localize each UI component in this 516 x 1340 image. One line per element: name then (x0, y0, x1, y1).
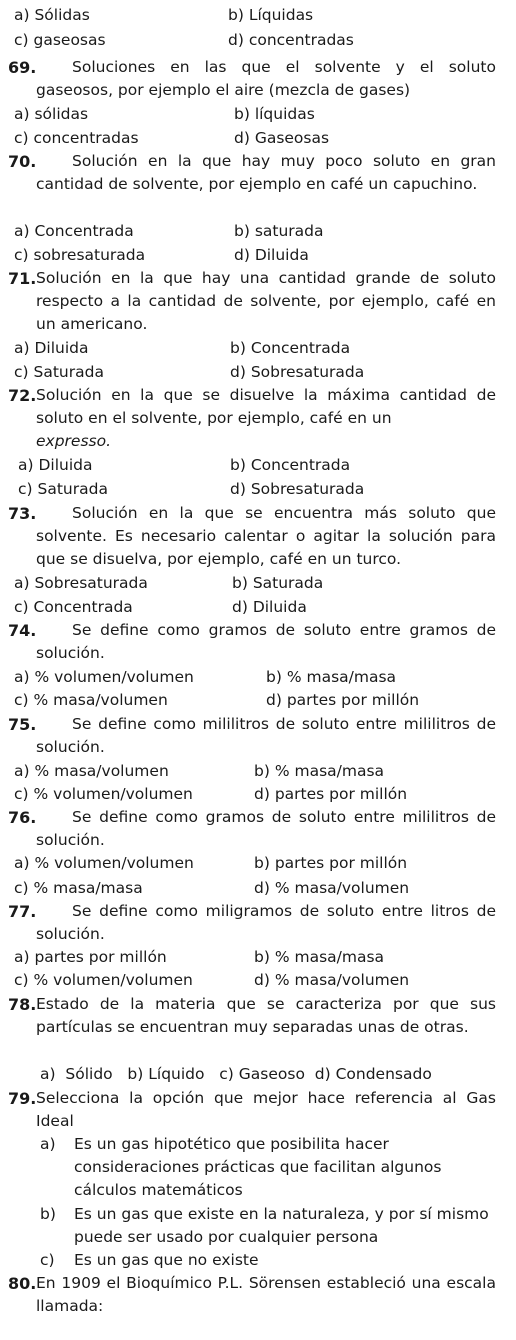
question-number: 75. (8, 715, 37, 734)
option-c: c) % masa/masa (14, 879, 143, 897)
option-c: c) sobresaturada (14, 246, 146, 264)
question-text: Se define como gramos de soluto entre gramos de solución. (36, 621, 496, 662)
option-b: b) % masa/masa (266, 668, 397, 686)
question-71 (0, 267, 496, 336)
options-line: a) Sólido b) Líquido c) Gaseoso d) Condensado (40, 1065, 432, 1083)
option-b: b) % masa/masa (254, 948, 385, 966)
question-number: 73. (8, 504, 37, 523)
question-number: 74. (8, 621, 37, 640)
option-c: c) % volumen/volumen (14, 785, 193, 803)
question-text: Solución en la que hay una cantidad grande de soluto respecto a la cantidad de solvente, por ejemplo, café en un americano. (36, 269, 496, 333)
option-b: b) Concentrada (230, 456, 351, 474)
question-number: 79. (8, 1089, 37, 1108)
option-d: d) partes por millón (266, 691, 420, 709)
option-d: d) Diluida (234, 246, 309, 264)
option-d: d) concentradas (228, 31, 354, 49)
option-b: b) partes por millón (254, 854, 408, 872)
option-b: b) Concentrada (230, 339, 351, 357)
option-d: d) Gaseosas (234, 129, 330, 147)
question-text: Solución en la que se disuelve la máxima cantidad de soluto en el solvente, por ejemplo, café en un (36, 386, 496, 427)
option-c: c) % masa/volumen (14, 691, 168, 709)
option-label: c) (40, 1251, 55, 1269)
option-d: d) % masa/volumen (254, 879, 410, 897)
question-number: 69. (8, 58, 37, 77)
question-76 (0, 806, 496, 852)
option-a: a) % volumen/volumen (14, 854, 194, 872)
option-b: b) líquidas (234, 105, 315, 123)
option-c: c) Saturada (18, 480, 108, 498)
option-c (0, 1249, 496, 1272)
question-text: Se define como gramos de soluto entre mililitros de solución. (36, 808, 496, 849)
option-c: c) gaseosas (14, 31, 106, 49)
option-d: d) % masa/volumen (254, 971, 410, 989)
question-number: 80. (8, 1274, 37, 1293)
option-a: a) Sólidas (14, 6, 90, 24)
option-a: a) Diluida (18, 456, 93, 474)
option-c: c) % volumen/volumen (14, 971, 193, 989)
question-69 (0, 56, 496, 102)
question-number: 71. (8, 269, 37, 288)
question-text: Solución en la que hay muy poco soluto en gran cantidad de solvente, por ejemplo en café un capuchino. (36, 152, 496, 193)
question-number: 78. (8, 995, 37, 1014)
option-text: Es un gas hipotético que posibilita hacer consideraciones prácticas que facilitan algunos cálculos matemáticos (74, 1135, 442, 1199)
question-73 (0, 502, 496, 571)
question-text: Solución en la que se encuentra más soluto que solvente. Es necesario calentar o agitar la solución para que se disuelva, por ejemplo, café en un turco. (36, 504, 496, 568)
option-c: c) Saturada (14, 363, 104, 381)
question-78 (0, 993, 496, 1039)
option-c: c) concentradas (14, 129, 139, 147)
question-text: Soluciones en las que el solvente y el soluto gaseosos, por ejemplo el aire (mezcla de gases) (36, 58, 496, 99)
question-text: Se define como mililitros de soluto entre mililitros de solución. (36, 715, 496, 756)
question-number: 72. (8, 386, 37, 405)
option-d: d) partes por millón (254, 785, 408, 803)
option-a: a) Concentrada (14, 222, 134, 240)
option-d: d) Diluida (232, 598, 307, 616)
option-a: a) Diluida (14, 339, 89, 357)
question-number: 76. (8, 808, 37, 827)
question-75 (0, 713, 496, 759)
question-text: Selecciona la opción que mejor hace referencia al Gas Ideal (36, 1089, 496, 1130)
option-a: a) % masa/volumen (14, 762, 169, 780)
question-72 (0, 384, 496, 430)
question-text: Estado de la materia que se caracteriza por que sus partículas se encuentran muy separadas unas de otras. (36, 995, 496, 1036)
option-label: b) (40, 1205, 56, 1223)
question-number: 70. (8, 152, 37, 171)
question-77 (0, 900, 496, 946)
option-a: a) Sobresaturada (14, 574, 148, 592)
question-79 (0, 1087, 496, 1133)
option-d: d) Sobresaturada (230, 480, 365, 498)
option-label: a) (40, 1135, 56, 1153)
option-a: a) partes por millón (14, 948, 167, 966)
question-70 (0, 150, 496, 196)
option-text: Es un gas que existe en la naturaleza, y por sí mismo puede ser usado por cualquier persona (74, 1205, 489, 1246)
question-80 (0, 1272, 496, 1318)
option-b: b) % masa/masa (254, 762, 385, 780)
question-number: 77. (8, 902, 37, 921)
question-74 (0, 619, 496, 665)
question-text: En 1909 el Bioquímico P.L. Sörensen estableció una escala llamada: (36, 1274, 496, 1315)
question-text: Se define como miligramos de soluto entre litros de solución. (36, 902, 496, 943)
option-b: b) saturada (234, 222, 324, 240)
option-a: a) % volumen/volumen (14, 668, 194, 686)
option-d: d) Sobresaturada (230, 363, 365, 381)
option-b: b) Líquidas (228, 6, 314, 24)
option-b (0, 1203, 496, 1249)
option-c: c) Concentrada (14, 598, 133, 616)
option-a: a) sólidas (14, 105, 89, 123)
option-text: Es un gas que no existe (74, 1251, 259, 1269)
option-b: b) Saturada (232, 574, 324, 592)
question-text-italic: expresso. (36, 432, 112, 450)
option-a (0, 1133, 496, 1202)
